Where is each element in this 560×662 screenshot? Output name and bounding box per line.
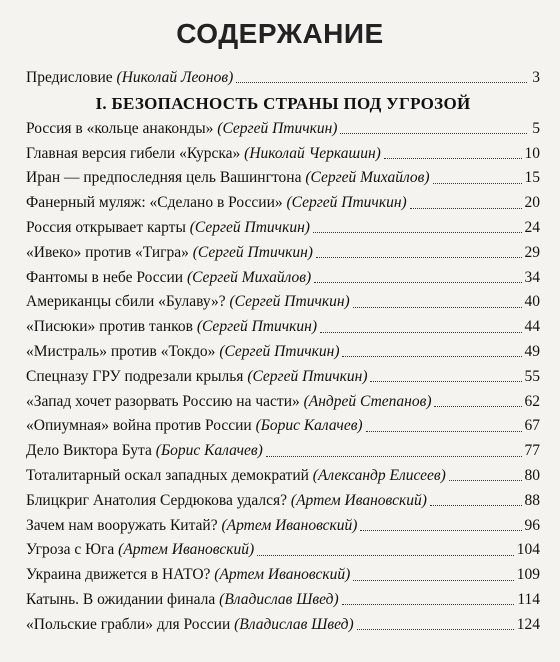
entry-title: «Опиумная» война против России (Борис Калачев): [26, 417, 363, 435]
toc-entry[interactable]: [26, 191, 540, 216]
entry-title: Россия открывает карты (Сергей Птичкин): [26, 218, 310, 236]
entry-author: (Сергей Михайлов): [186, 268, 312, 286]
toc-entry[interactable]: [26, 588, 540, 613]
dot-leader: [433, 182, 522, 184]
toc-entry[interactable]: [26, 514, 540, 539]
dot-leader: [236, 81, 527, 83]
entry-page-number: 124: [516, 615, 540, 633]
dot-leader: [257, 554, 514, 556]
entry-title: «Польские грабли» для России (Владислав Швед): [26, 615, 354, 633]
entry-title: Катынь. В ожидании финала (Владислав Швед): [26, 590, 339, 608]
entry-page-number: 20: [524, 194, 540, 212]
entry-title: Тоталитарный оскал западных демократий (Александр Елисеев): [26, 466, 446, 484]
entry-page-number: 67: [524, 417, 540, 435]
toc-entry[interactable]: [26, 365, 540, 390]
toc-entry[interactable]: [26, 390, 540, 415]
page-title: СОДЕРЖАНИЕ: [176, 18, 384, 49]
entry-page-number: 77: [524, 442, 540, 460]
entry-page-number: 15: [524, 169, 540, 187]
entry-page-number: 80: [524, 466, 540, 484]
entry-author: (Артем Ивановский): [221, 516, 358, 534]
toc-entry[interactable]: [26, 464, 540, 489]
entry-author: (Александр Елисеев): [312, 466, 446, 484]
entry-author: (Сергей Птичкин): [286, 194, 407, 212]
entry-title: Угроза с Юга (Артем Ивановский): [26, 541, 255, 559]
entry-author: (Сергей Птичкин): [247, 367, 368, 385]
dot-leader: [410, 207, 522, 209]
table-of-contents: [26, 66, 540, 638]
entry-title: Украина движется в НАТО? (Артем Ивановский): [26, 566, 351, 584]
dot-leader: [357, 628, 514, 630]
entry-author: (Николай Леонов): [116, 69, 234, 86]
entry-author: (Сергей Птичкин): [192, 243, 313, 261]
toc-entry[interactable]: [26, 340, 540, 365]
entry-title: Главная версия гибели «Курска» (Николай Черкашин): [26, 144, 381, 162]
dot-leader: [353, 306, 522, 308]
entry-page-number: 29: [524, 243, 540, 261]
entry-page-number: 5: [532, 119, 540, 137]
toc-entry[interactable]: [26, 489, 540, 514]
entry-author: (Сергей Птичкин): [196, 318, 317, 336]
toc-entry[interactable]: [26, 538, 540, 563]
entry-page-number: 62: [524, 392, 540, 410]
dot-leader: [320, 331, 522, 333]
entry-author: (Борис Калачев): [155, 442, 263, 460]
entry-author: (Артем Ивановский): [214, 566, 351, 584]
entry-author: (Сергей Птичкин): [217, 119, 338, 137]
entry-title: Фанерный муляж: «Сделано в России» (Сергей Птичкин): [26, 194, 407, 212]
toc-entry[interactable]: [26, 563, 540, 588]
entry-author: (Артем Ивановский): [118, 541, 255, 559]
entry-author: (Артем Ивановский): [290, 491, 427, 509]
dot-leader: [360, 529, 521, 531]
entry-page-number: 40: [524, 293, 540, 311]
entry-title: «Мистраль» против «Токдо» (Сергей Птичкин): [26, 342, 340, 360]
toc-entry[interactable]: [26, 241, 540, 266]
entry-author: (Владислав Швед): [234, 615, 354, 633]
dot-leader: [353, 579, 514, 581]
entry-author: (Владислав Швед): [219, 590, 339, 608]
entry-title: Фантомы в небе России (Сергей Михайлов): [26, 268, 312, 286]
entry-title: Спецназу ГРУ подрезали крылья (Сергей Птичкин): [26, 367, 368, 385]
dot-leader: [313, 231, 522, 233]
toc-entry[interactable]: [26, 117, 540, 142]
entry-page-number: 96: [524, 516, 540, 534]
entry-page-number: 104: [516, 541, 540, 559]
entry-author: (Сергей Птичкин): [229, 293, 350, 311]
toc-entry[interactable]: [26, 414, 540, 439]
toc-entry[interactable]: [26, 290, 540, 315]
toc-entry[interactable]: [26, 216, 540, 241]
dot-leader: [342, 355, 521, 357]
entry-page-number: 114: [517, 590, 540, 608]
dot-leader: [316, 256, 522, 258]
entry-title: Блицкриг Анатолия Сердюкова удался? (Артем Ивановский): [26, 491, 427, 509]
entry-title: «Запад хочет разорвать Россию на части» (Андрей Степанов): [26, 392, 432, 410]
toc-entry[interactable]: [26, 142, 540, 167]
entry-title: Американцы сбили «Булаву»? (Сергей Птичкин): [26, 293, 350, 311]
entry-title: «Писюки» против танков (Сергей Птичкин): [26, 318, 317, 336]
entry-list: [26, 117, 540, 638]
entry-title: «Ивеко» против «Тигра» (Сергей Птичкин): [26, 243, 313, 261]
entry-page-number: 88: [524, 491, 540, 509]
entry-title: Зачем нам вооружать Китай? (Артем Ивановский): [26, 516, 358, 534]
toc-entry[interactable]: [26, 439, 540, 464]
dot-leader: [449, 479, 522, 481]
entry-page-number: 109: [516, 566, 540, 584]
entry-title: Предисловие (Николай Леонов): [26, 69, 234, 86]
dot-leader: [370, 380, 521, 382]
toc-entry-preface[interactable]: [26, 66, 540, 91]
toc-entry[interactable]: [26, 266, 540, 291]
entry-page-number: 49: [524, 342, 540, 360]
entry-author: (Сергей Птичкин): [189, 218, 310, 236]
entry-author: (Николай Черкашин): [244, 144, 381, 162]
entry-title: Дело Виктора Бута (Борис Калачев): [26, 442, 263, 460]
dot-leader: [384, 157, 522, 159]
dot-leader: [430, 504, 522, 506]
entry-page-number: 10: [524, 144, 540, 162]
toc-entry[interactable]: [26, 613, 540, 638]
entry-page-number: 24: [524, 218, 540, 236]
entry-page-number: 34: [524, 268, 540, 286]
entry-page-number: 55: [524, 367, 540, 385]
dot-leader: [434, 405, 521, 407]
dot-leader: [366, 430, 522, 432]
dot-leader: [340, 132, 527, 134]
toc-entry[interactable]: [26, 166, 540, 191]
entry-page-number: 3: [532, 69, 540, 86]
toc-entry[interactable]: [26, 315, 540, 340]
entry-author: (Сергей Михайлов): [305, 169, 430, 187]
section-heading: I. БЕЗОПАСНОСТЬ СТРАНЫ ПОД УГРОЗОЙ: [95, 93, 471, 113]
entry-title: Россия в «кольце анаконды» (Сергей Птичкин): [26, 119, 338, 137]
dot-leader: [342, 603, 515, 605]
entry-page-number: 44: [524, 318, 540, 336]
dot-leader: [314, 281, 521, 283]
entry-author: (Сергей Птичкин): [219, 342, 340, 360]
entry-author: (Борис Калачев): [255, 417, 363, 435]
entry-author: (Андрей Степанов): [303, 392, 432, 410]
entry-title: Иран — предпоследняя цель Вашингтона (Сергей Михайлов): [26, 169, 430, 187]
dot-leader: [266, 455, 522, 457]
